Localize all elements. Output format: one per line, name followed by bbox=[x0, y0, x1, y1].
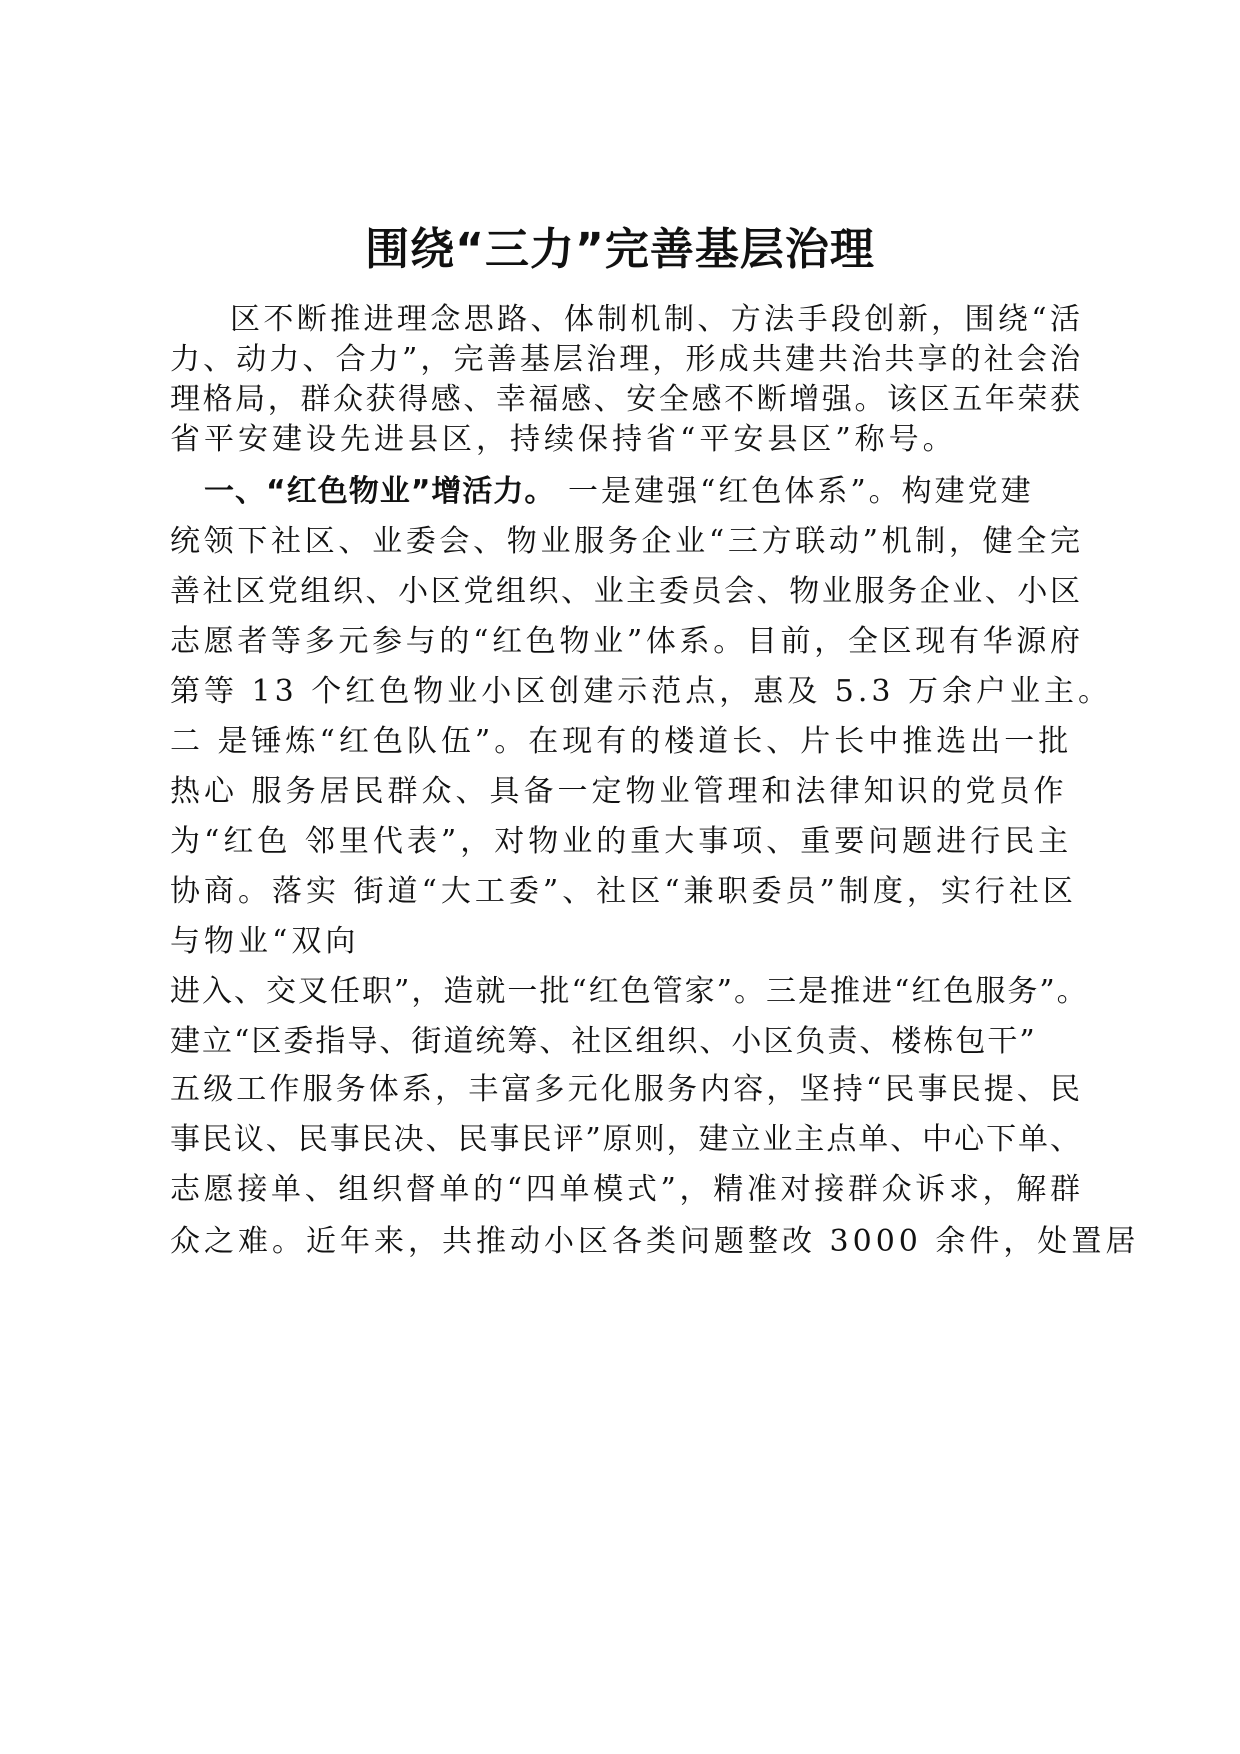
body-line: 热心 服务居民群众、具备一定物业管理和法律知识的党员作 bbox=[170, 774, 1068, 809]
body-line: 第等 13 个红色物业小区创建示范点，惠及 5.3 万余户业主。 bbox=[170, 674, 1113, 709]
section-text: 一是建强“红色体系”。构建党建 bbox=[567, 474, 1034, 509]
body-line: 五级工作服务体系，丰富多元化服务内容，坚持“民事民提、民 bbox=[170, 1072, 1080, 1107]
intro-line: 省平安建设先进县区，持续保持省“平安县区”称号。 bbox=[170, 422, 957, 457]
body-line: 事民议、民事民决、民事民评”原则，建立业主点单、中心下单、 bbox=[170, 1122, 1080, 1157]
body-line: 统领下社区、业委会、物业服务企业“三方联动”机制，健全完 bbox=[170, 524, 1080, 559]
body-line: 协商。落实 街道“大工委”、社区“兼职委员”制度，实行社区 bbox=[170, 874, 1077, 909]
body-line: 众之难。近年来，共推动小区各类问题整改 3000 余件，处置居 bbox=[170, 1224, 1140, 1259]
section-heading: 一、“红色物业”增活力。 bbox=[204, 474, 556, 509]
body-line: 志愿者等多元参与的“红色物业”体系。目前，全区现有华源府 bbox=[170, 624, 1080, 659]
document-title: 围绕“三力”完善基层治理 bbox=[365, 224, 875, 275]
body-line: 善社区党组织、小区党组织、业主委员会、物业服务企业、小区 bbox=[170, 574, 1080, 609]
body-line: 二 是锤炼“红色队伍”。在现有的楼道长、片长中推选出一批 bbox=[170, 724, 1073, 759]
intro-line: 区不断推进理念思路、体制机制、方法手段创新，围绕“活 bbox=[230, 302, 1080, 337]
section-heading-line bbox=[204, 470, 1084, 514]
body-line: 进入、交叉任职”，造就一批“红色管家”。三是推进“红色服务”。 bbox=[170, 974, 1089, 1009]
body-line: 与物业“双向 bbox=[170, 924, 360, 959]
body-line: 为“红色 邻里代表”，对物业的重大事项、重要问题进行民主 bbox=[170, 824, 1073, 859]
body-line: 志愿接单、组织督单的“四单模式”，精准对接群众诉求，解群 bbox=[170, 1172, 1080, 1207]
body-line: 建立“区委指导、街道统筹、社区组织、小区负责、楼栋包干” bbox=[170, 1024, 1037, 1059]
intro-line: 力、动力、合力”，完善基层治理，形成共建共治共享的社会治 bbox=[170, 342, 1080, 377]
intro-line: 理格局，群众获得感、幸福感、安全感不断增强。该区五年荣获 bbox=[170, 382, 1080, 417]
